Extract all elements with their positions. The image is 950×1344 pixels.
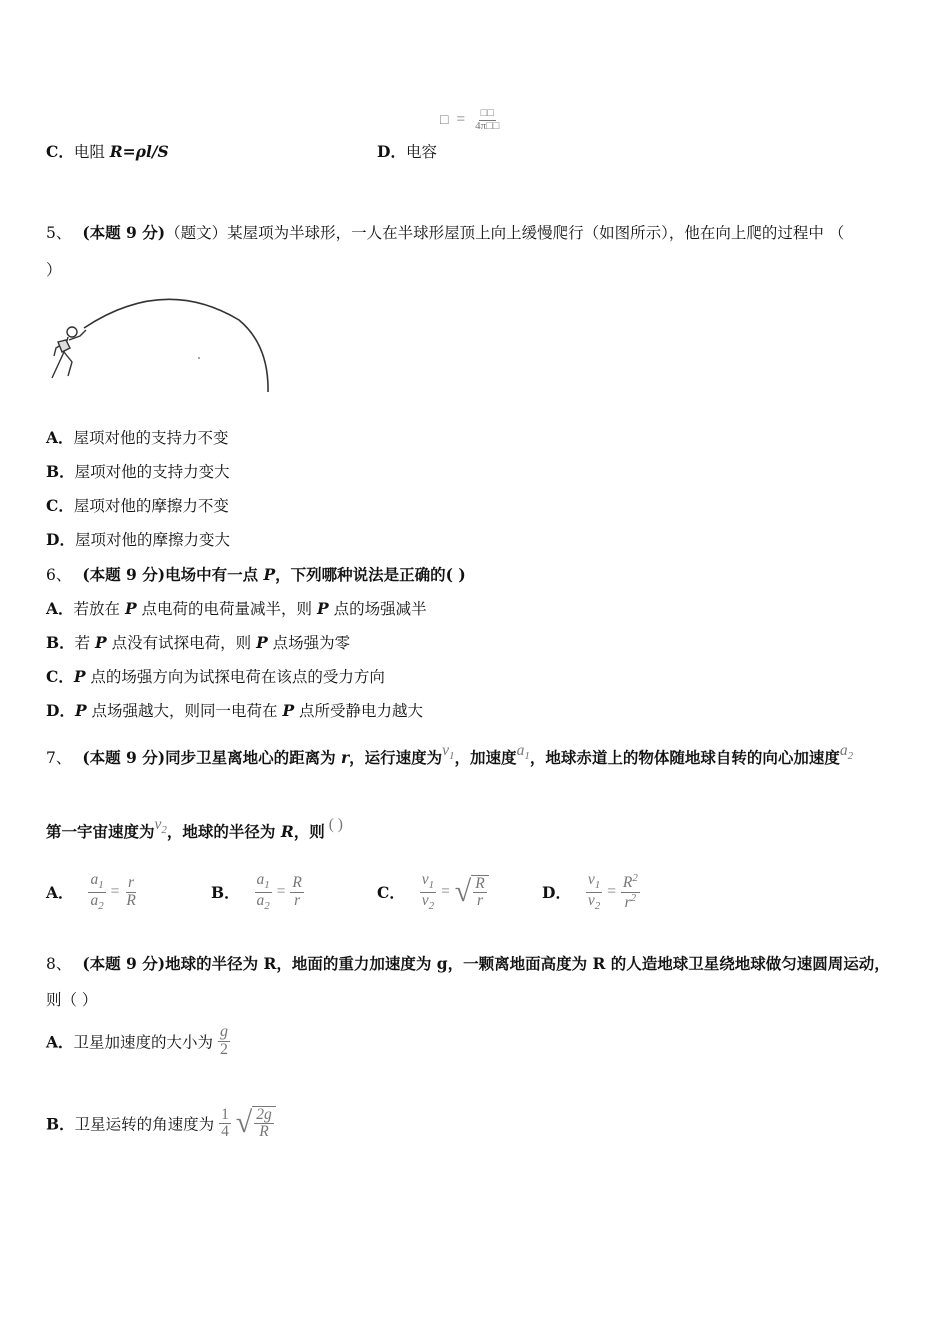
option-label: B． — [46, 1114, 75, 1134]
q7-stem-line2 — [46, 816, 343, 844]
q5-option-b — [46, 460, 230, 482]
dome-climber-figure — [44, 290, 279, 405]
var-v2: $v_2$ — [154, 816, 167, 837]
formula-denominator: 4π□□ — [475, 119, 500, 132]
q4-option-c — [46, 140, 169, 162]
var-a2: $a_2$ — [839, 742, 854, 763]
q6-option-d — [46, 699, 423, 721]
equals-sign: = — [607, 883, 616, 901]
q5-stem-line2 — [46, 258, 62, 280]
equals-sign: = — [441, 883, 450, 901]
option-text: 若放在 — [73, 600, 125, 618]
option-text: 卫星加速度的大小为 — [73, 1033, 214, 1052]
option-text: 点的场强方向为试探电荷在该点的受力方向 — [85, 668, 385, 686]
dome-arc — [84, 299, 268, 392]
question-number: 5、 — [46, 224, 72, 242]
option-label: A． — [46, 428, 74, 447]
option-label: A． — [46, 599, 74, 618]
question-text: 同步卫星离地心的距离为 — [165, 748, 341, 767]
option-label: D． — [377, 142, 406, 161]
option-label: A． — [46, 883, 74, 903]
option-label: B． — [211, 883, 240, 903]
q7-option-b — [211, 872, 304, 912]
question-number: 8、 — [46, 955, 72, 973]
option-label: D． — [46, 530, 75, 549]
q6-option-c — [46, 665, 385, 687]
question-text-cont: 则（ ） — [46, 991, 98, 1009]
option-var: P — [256, 633, 268, 652]
sqrt-expression: √ $\frac{2g}{R}$ — [236, 1106, 276, 1141]
option-text: 若 — [74, 634, 96, 652]
option-var: P — [316, 599, 329, 618]
formula-eq: = — [456, 111, 466, 129]
option-label: C． — [377, 883, 405, 903]
q7-stem-line1 — [46, 742, 854, 770]
option-text: 卫星运转的角速度为 — [74, 1115, 215, 1134]
question-text-cont: ） — [46, 261, 62, 279]
option-text: 电阻 — [73, 143, 110, 161]
q5-stem-line1 — [46, 221, 844, 243]
option-label: B． — [46, 633, 75, 652]
sqrt-expression: √ $\frac{R}{r}$ — [455, 875, 489, 910]
q5-option-c — [46, 494, 229, 516]
question-text: ，地球的半径为 — [166, 822, 281, 841]
q8-stem-line2 — [46, 988, 97, 1010]
q5-option-a — [46, 426, 229, 448]
option-var: P — [282, 701, 295, 720]
fraction-one-quarter: $\frac{1}{4}$ — [221, 1105, 229, 1140]
q7-option-c — [377, 872, 489, 912]
q5-option-d — [46, 528, 230, 550]
var-r: r — [340, 748, 350, 767]
option-text: 屋项对他的支持力不变 — [73, 429, 229, 447]
option-text: 点的场强减半 — [328, 600, 427, 618]
question-text: ，加速度 — [454, 748, 517, 767]
formula-fraction — [473, 108, 501, 132]
var-R: R — [280, 822, 294, 841]
q8-stem-line1 — [46, 952, 890, 974]
option-label: C． — [46, 496, 74, 515]
lhs-fraction: $\frac{a_1}{a_2}$ — [90, 871, 104, 912]
question-var-p: P — [263, 565, 276, 584]
option-text: 屋项对他的支持力变大 — [74, 463, 230, 481]
question-text: （题文）某屋项为半球形，一人在半球形屋顶上向上缓慢爬行（如图所示），他在向上爬的过程中 （ — [165, 224, 845, 242]
option-label: C． — [46, 667, 74, 686]
climber-icon — [52, 327, 86, 378]
option-label: C． — [46, 142, 74, 161]
question-text: ，则 — [293, 822, 325, 841]
question-text: ，地球赤道上的物体随地球自转的向心加速度 — [529, 748, 840, 767]
rhs-fraction: $\frac{R^2}{r^2}$ — [622, 872, 638, 911]
option-text: 点所受静电力越大 — [294, 702, 424, 720]
option-text: 屋项对他的摩擦力变大 — [74, 531, 230, 549]
question-score: (本题 9 分) — [82, 223, 166, 242]
option-text: 点场强越大，则同一电荷在 — [86, 702, 283, 720]
equals-sign: = — [110, 883, 120, 901]
option-text: 屋项对他的摩擦力不变 — [73, 497, 229, 515]
question-text: 地球的半径为 R，地面的重力加速度为 g，一颗离地面高度为 R 的人造地球卫星绕地球做匀速圆周运动， — [165, 954, 890, 973]
option-formula: R=ρl/S — [109, 142, 169, 161]
q7-option-d — [542, 872, 640, 912]
formula-numerator: □□ — [480, 107, 494, 119]
option-text: 点电荷的电荷量减半，则 — [136, 600, 317, 618]
question-score: (本题 9 分) — [82, 954, 166, 973]
option-text: 电容 — [405, 143, 437, 161]
question-score: (本题 9 分) — [82, 565, 166, 584]
lhs-fraction: $\frac{v_1}{v_2}$ — [587, 871, 601, 912]
dome-center-dot — [198, 357, 200, 359]
option-var: P — [95, 633, 107, 652]
q6-option-b — [46, 631, 350, 653]
equals-sign: = — [276, 883, 286, 901]
fraction-g-over-2: $\frac{g}{2}$ — [219, 1023, 228, 1058]
lhs-fraction: $\frac{a_1}{a_2}$ — [256, 871, 270, 912]
q8-option-b — [46, 1106, 276, 1141]
option-label: A． — [46, 1032, 74, 1052]
q4-option-d — [377, 140, 437, 162]
lhs-fraction: $\frac{v_1}{v_2}$ — [421, 871, 435, 912]
rhs-fraction: $\frac{R}{r}$ — [292, 874, 302, 909]
answer-paren: ( ) — [328, 816, 343, 833]
question-text: 电场中有一点 — [165, 565, 264, 584]
var-v1: $v_1$ — [442, 742, 455, 763]
rhs-fraction: $\frac{r}{R}$ — [126, 874, 136, 909]
question-score: (本题 9 分) — [82, 748, 166, 767]
q7-option-a — [46, 872, 138, 912]
option-var: P — [124, 599, 137, 618]
question-text-cont: ，下列哪种说法是正确的( ) — [275, 565, 466, 584]
option-label: B． — [46, 462, 75, 481]
q8-option-a — [46, 1024, 230, 1059]
formula-lhs: □ — [440, 113, 449, 129]
var-a1: $a_1$ — [516, 742, 530, 763]
q6-stem — [46, 563, 466, 585]
option-var: P — [73, 667, 86, 686]
question-number: 7、 — [46, 749, 72, 767]
question-number: 6、 — [46, 566, 72, 584]
question-text: ，运行速度为 — [349, 748, 443, 767]
option-label: D． — [542, 883, 571, 903]
option-text: 点没有试探电荷，则 — [106, 634, 257, 652]
option-var: P — [74, 701, 87, 720]
question-text: 第一宇宙速度为 — [46, 822, 155, 841]
formula-capacitance — [440, 108, 501, 132]
option-label: D． — [46, 701, 75, 720]
option-text: 点场强为零 — [267, 634, 351, 652]
q6-option-a — [46, 597, 427, 619]
